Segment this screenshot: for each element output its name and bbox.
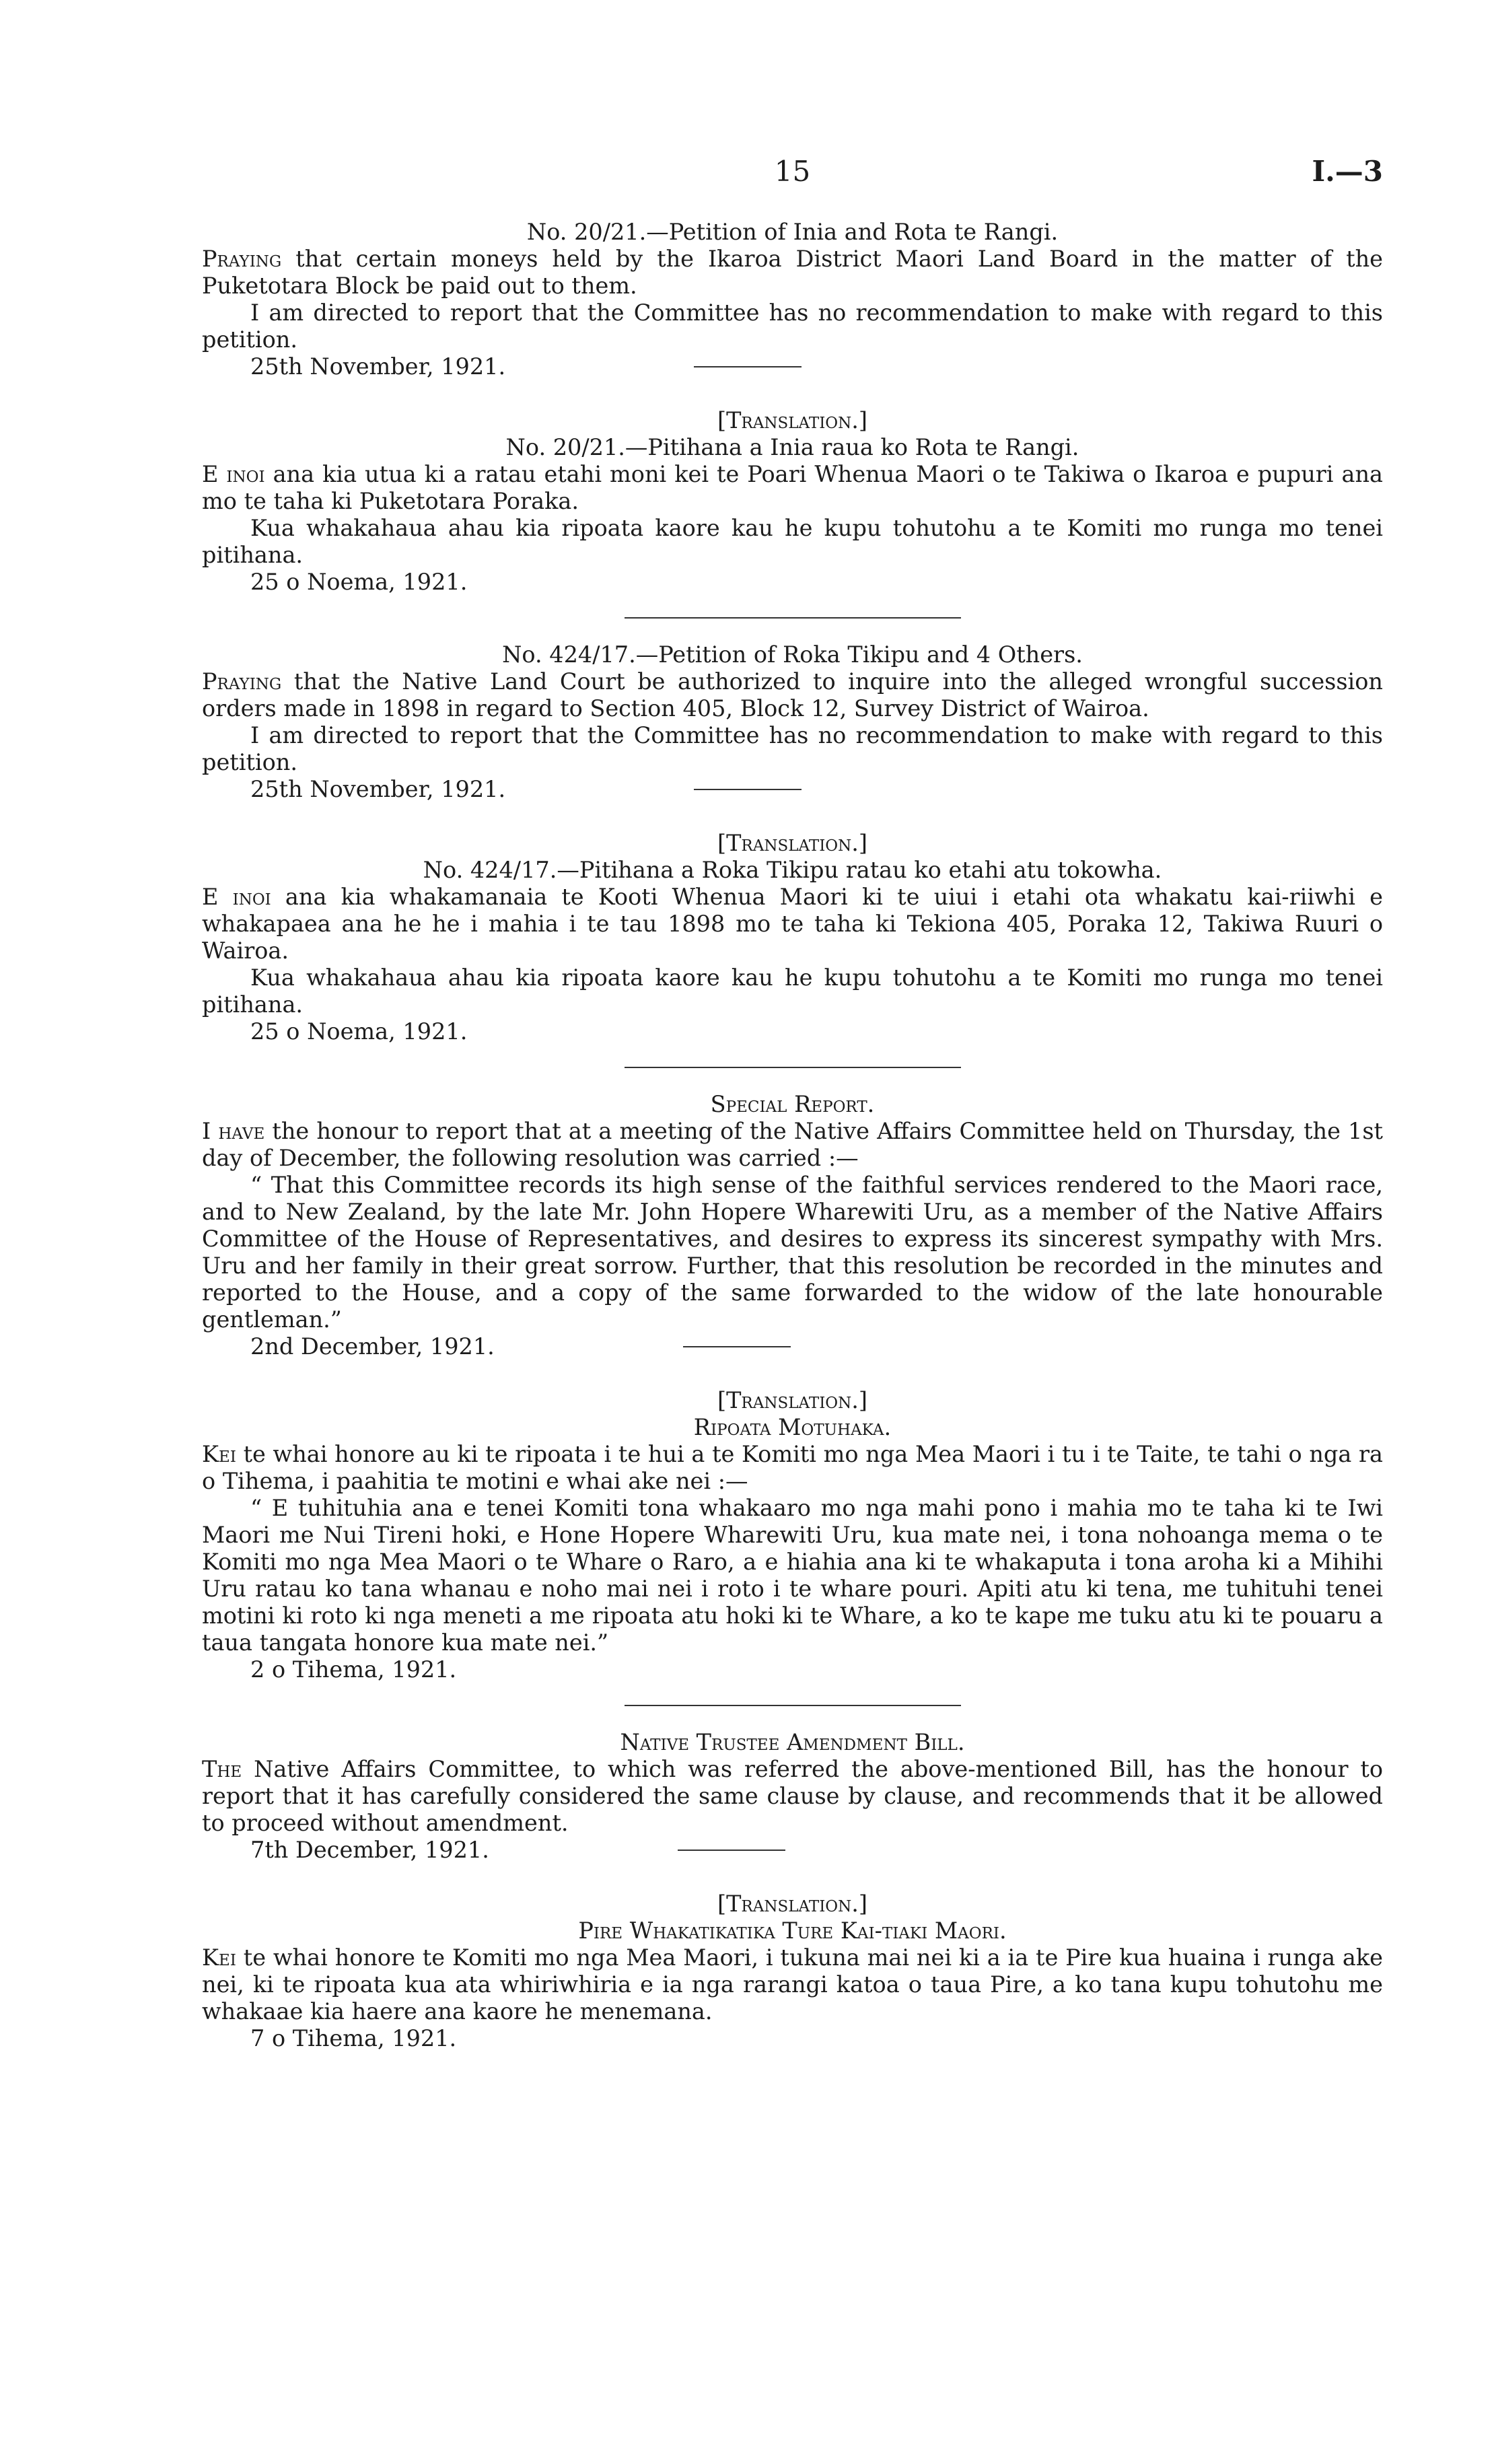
report-date-line <box>250 353 1383 380</box>
translation-prayer <box>202 461 1383 515</box>
lead-word: Praying <box>202 668 282 695</box>
short-rule <box>678 1850 785 1851</box>
section-divider <box>625 1705 961 1706</box>
prayer-text: ana kia whakamanaia te Kooti Whenua Maori ki te uiui i etahi ota whakatu kai-riiwhi e whakapaea ana he he i mahia i te tau 1898 mo te taha ki Tekiona 405, Poraka 12, Takiwa Ruuri o Wairoa. <box>202 884 1383 964</box>
translation-label: [Translation.] <box>717 1387 867 1413</box>
short-rule <box>683 1346 791 1347</box>
prayer-text: that the Native Land Court be authorized to inquire into the alleged wrongful succession orders made in 1898 in regard to Section 405, Block 12, Survey District of Wairoa. <box>202 668 1383 721</box>
report-date-line <box>250 776 1383 803</box>
resolution-text: “ That this Committee records its high sense of the faithful services rendered to the Maori race, and to New Zealand, by the late Mr. John Hopere Wharewiti Uru, as a member of the Native Affairs Committee of the House of Representatives, and desires to express its sincerest sympathy with Mrs. Uru and her family in their great sorrow. Further, that this resolution be recorded in the minutes and reported to the House, and a copy of the same forwarded to the widow of the late honourable gentleman.” <box>202 1172 1383 1333</box>
petition-prayer <box>202 668 1383 722</box>
translation-resolution: “ E tuhituhia ana e tenei Komiti tona whakaaro mo nga mahi pono i mahia mo te taha ki te Iwi Maori me Nui Tireni hoki, e Hone Hopere Wharewiti Uru, kua mate nei, i tona nohoanga mema o te Komiti mo nga Mea Maori o te Whare o Raro, a e hiahia ana ki te whakaputa i tona aroha ki a Mihihi Uru ratau ko tana whanau e noho mai nei i roto i te whare pouri. Apiti atu ki tena, me tuhituhi tenei motini ki roto ki nga meneti a me ripoata atu hoki ki te Whare, a ko te kape me tuku atu ki te pouaru a taua tangata honore kua mate nei.” <box>202 1495 1383 1656</box>
section-divider <box>625 1067 961 1068</box>
prayer-text: ana kia utua ki a ratau etahi moni kei te Poari Whenua Maori o te Takiwa o Ikaroa e pupuri ana mo te taha ki Puketotara Poraka. <box>202 461 1383 514</box>
lead-word: Praying <box>202 246 282 272</box>
translation-label: [Translation.] <box>717 1891 867 1917</box>
report-date-line <box>250 1837 1383 1864</box>
translation-label: [Translation.] <box>717 830 867 856</box>
bill-report-text: te whai honore te Komiti mo nga Mea Maori, i tukuna mai nei ki a ia te Pire kua huaina i runga ake nei, ki te ripoata kua ata whiriwhiria e ia nga rarangi katoa o taua Pire, a ko tana kupu tohutohu me whakaae kia haere ana kaore he menemana. <box>202 1944 1383 2025</box>
lead-word: Kei <box>202 1441 236 1467</box>
translation-report: Kua whakahaua ahau kia ripoata kaore kau he kupu tohutohu a te Komiti mo runga mo tenei pitihana. <box>202 515 1383 568</box>
intro-text: the honour to report that at a meeting of the Native Affairs Committee held on Thursday, the 1st day of December, the following resolution was carried :— <box>202 1118 1383 1171</box>
report-date: 2nd December, 1921. <box>250 1333 495 1360</box>
translation-date: 2 o Tihema, 1921. <box>250 1656 457 1683</box>
translation-title: Pire Whakatikatika Ture Kai-tiaki Maori. <box>578 1917 1007 1944</box>
translation-title: Ripoata Motuhaka. <box>693 1414 892 1440</box>
page-header <box>202 155 1383 195</box>
report-date: 25th November, 1921. <box>250 776 506 802</box>
lead-word: E inoi <box>202 461 265 487</box>
translation-date: 25 o Noema, 1921. <box>250 1018 468 1045</box>
intro-text: te whai honore au ki te ripoata i te hui a te Komiti mo nga Mea Maori i tu i te Taite, te tahi o nga ra o Tihema, i paahitia te motini e whai ake nei :— <box>202 1441 1383 1494</box>
lead-word: I have <box>202 1118 265 1144</box>
bill-report <box>202 1756 1383 1837</box>
translation-intro <box>202 1441 1383 1495</box>
page-content <box>202 219 1383 2052</box>
petition-prayer <box>202 246 1383 300</box>
translation-bill-report <box>202 1944 1383 2025</box>
bill-report-text: Native Affairs Committee, to which was referred the above-mentioned Bill, has the honour to report that it has carefully considered the same clause by clause, and recommends that it be allowed to proceed without amendment. <box>202 1756 1383 1836</box>
lead-word: The <box>202 1756 242 1782</box>
translation-date: 25 o Noema, 1921. <box>250 569 468 595</box>
special-report-title: Special Report. <box>710 1091 875 1117</box>
translation-title: No. 20/21.—Pitihana a Inia raua ko Rota te Rangi. <box>505 434 1079 460</box>
committee-report: I am directed to report that the Committee has no recommendation to make with regard to this petition. <box>202 300 1383 353</box>
report-date: 7th December, 1921. <box>250 1837 489 1863</box>
section-divider <box>625 617 961 619</box>
special-report-intro <box>202 1118 1383 1172</box>
report-date-line <box>250 1333 1383 1360</box>
translation-title: No. 424/17.—Pitihana a Roka Tikipu ratau ko etahi atu tokowha. <box>423 857 1162 883</box>
lead-word: Kei <box>202 1944 236 1971</box>
document-page <box>202 0 1383 2464</box>
bill-title: Native Trustee Amendment Bill. <box>620 1729 965 1755</box>
petition-title: No. 424/17.—Petition of Roka Tikipu and 4 Others. <box>502 641 1083 668</box>
translation-date: 7 o Tihema, 1921. <box>250 2025 457 2051</box>
document-reference: I.—3 <box>1312 155 1383 188</box>
petition-title: No. 20/21.—Petition of Inia and Rota te Rangi. <box>526 219 1059 245</box>
committee-report: I am directed to report that the Committee has no recommendation to make with regard to this petition. <box>202 722 1383 775</box>
translation-prayer <box>202 884 1383 964</box>
prayer-text: that certain moneys held by the Ikaroa District Maori Land Board in the matter of the Puketotara Block be paid out to them. <box>202 246 1383 299</box>
lead-word: E inoi <box>202 884 271 910</box>
short-rule <box>694 789 802 790</box>
translation-report: Kua whakahaua ahau kia ripoata kaore kau he kupu tohutohu a te Komiti mo runga mo tenei pitihana. <box>202 964 1383 1018</box>
short-rule <box>694 366 802 367</box>
page-number: 15 <box>774 155 811 188</box>
report-date: 25th November, 1921. <box>250 353 506 380</box>
translation-label: [Translation.] <box>717 407 867 433</box>
